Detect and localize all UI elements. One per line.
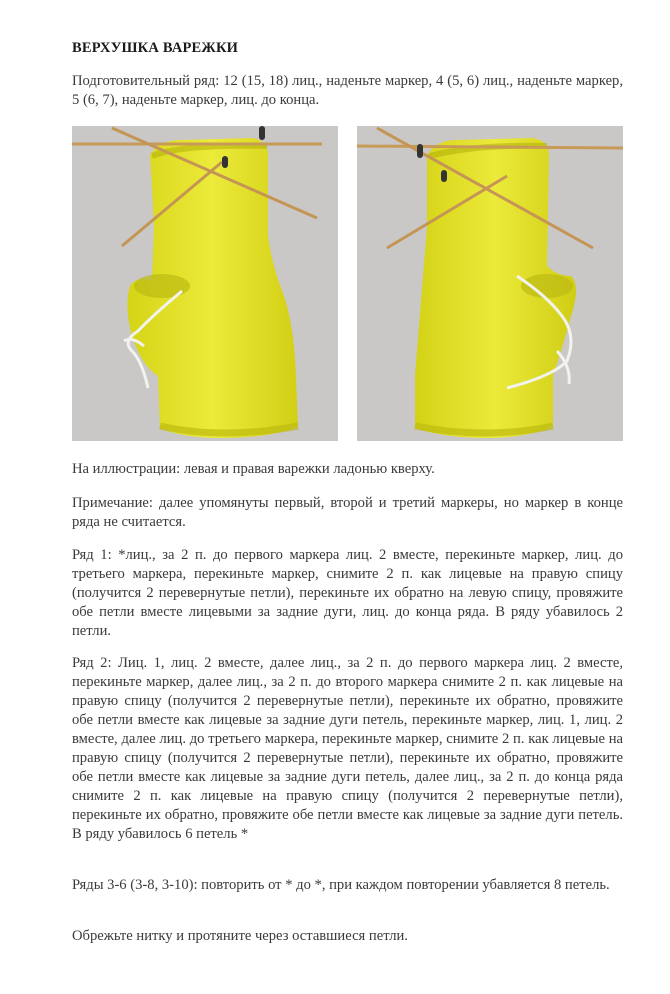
knitted-mitten-right-icon	[357, 126, 623, 441]
row-1-paragraph: Ряд 1: *лиц., за 2 п. до первого маркера лиц. 2 вместе, перекиньте маркер, лиц. до третьего маркера, перекиньте маркер, снимите 2 п. как лицевые на правую спицу (получится 2 перевернутые петли), перекиньте их обратно на левую спицу, провяжите обе петли вместе лицевыми за задние дуги, лиц. до конца ряда. В ряду убавилось 2 петли.	[72, 547, 623, 639]
left-mitten-photo	[72, 126, 338, 441]
section-title: ВЕРХУШКА ВАРЕЖКИ	[72, 40, 239, 56]
finish-paragraph: Обрежьте нитку и протяните через оставшиеся петли.	[72, 928, 408, 944]
note-paragraph: Примечание: далее упомянуты первый, второй и третий маркеры, но маркер в конце ряда не считается.	[72, 495, 623, 530]
prep-row-paragraph: Подготовительный ряд: 12 (15, 18) лиц., наденьте маркер, 4 (5, 6) лиц., наденьте маркер, 5 (6, 7), наденьте маркер, лиц. до конца.	[72, 73, 623, 108]
row-2-paragraph: Ряд 2: Лиц. 1, лиц. 2 вместе, далее лиц., за 2 п. до первого маркера лиц. 2 вместе, перекиньте маркер, далее лиц., за 2 п. до второго маркера снимите 2 п. как лицевые на правую спицу (получится 2 перевернутые петли), перекиньте их обратно, провяжите обе петли вместе как лицевые за задние дуги петель, перекиньте маркер, лиц. 1, лиц. 2 вместе, далее лиц. до третьего маркера, перекиньте маркер, снимите 2 п. как лицевые на правую спицу (получится 2 перевернутые петли), перекиньте их обратно, провяжите обе петли вместе как лицевые за задние дуги петель, далее лиц., за 2 п. до конца ряда снимите 2 п. как лицевые на правую спицу (получится 2 перевернутые петли), перекиньте их обратно, провяжите обе петли вместе как лицевые за задние дуги петель. В ряду убавилось 6 петель *	[72, 655, 623, 842]
knitted-mitten-left-icon	[72, 126, 338, 441]
illustration-caption: На иллюстрации: левая и правая варежки ладонью кверху.	[72, 461, 435, 477]
rows-3-6-paragraph: Ряды 3-6 (3-8, 3-10): повторить от * до *, при каждом повторении убавляется 8 петель.	[72, 877, 610, 893]
right-mitten-photo	[357, 126, 623, 441]
